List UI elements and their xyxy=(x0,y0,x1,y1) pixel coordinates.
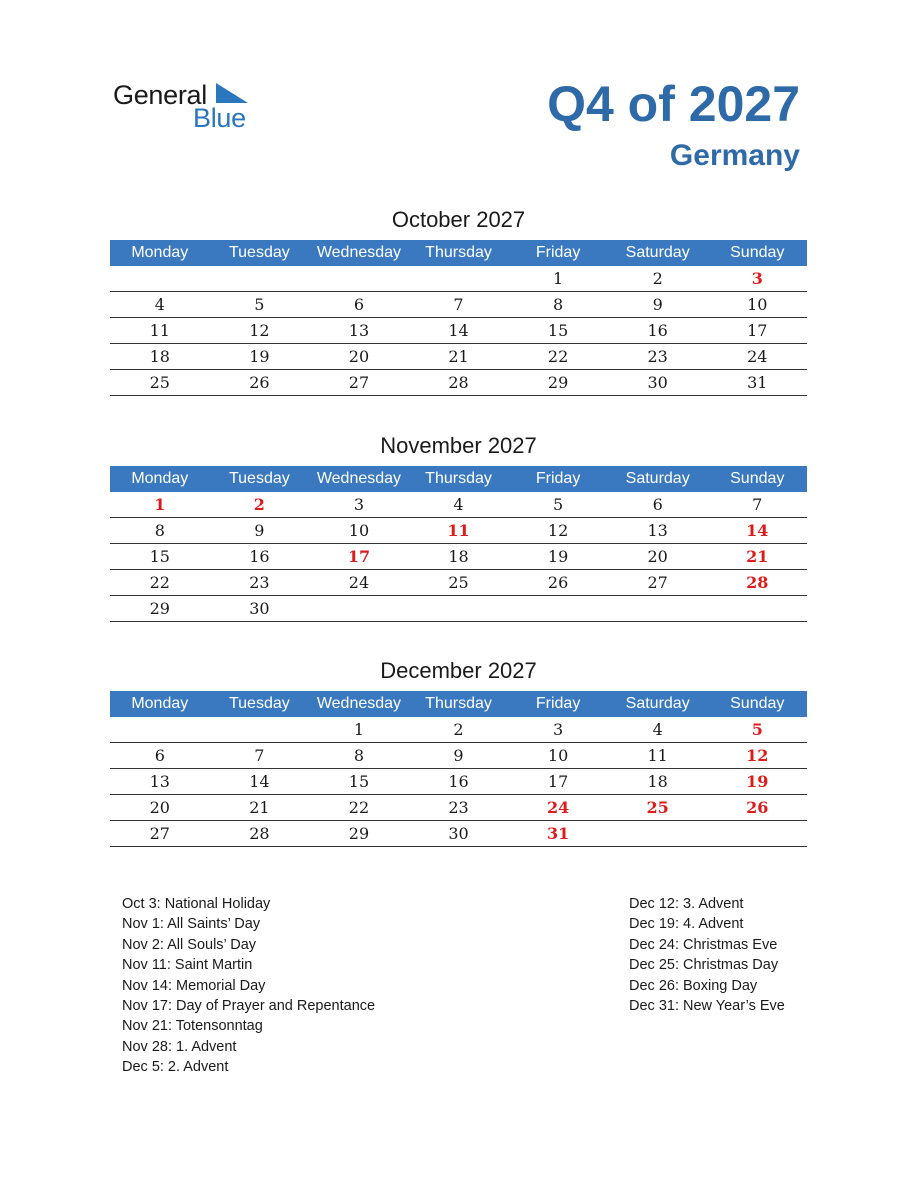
day-cell: 3 xyxy=(751,269,763,288)
day-cell: 13 xyxy=(348,321,370,340)
day-cell: 28 xyxy=(249,824,270,843)
day-cell: 24 xyxy=(348,573,370,592)
day-cell: 5 xyxy=(553,495,564,514)
day-cell: 11 xyxy=(149,321,170,340)
weekday-friday: Friday xyxy=(535,244,581,261)
empty-day-cell xyxy=(210,717,310,742)
day-cell: 10 xyxy=(547,746,569,765)
weekday-monday: Monday xyxy=(131,695,189,712)
day-cell: 13 xyxy=(647,521,668,540)
week-row xyxy=(110,596,807,622)
day-cell: 9 xyxy=(254,521,265,540)
empty-day-cell xyxy=(110,717,210,742)
month-november xyxy=(110,430,807,622)
day-cell: 20 xyxy=(149,798,170,817)
day-cell: 15 xyxy=(547,321,569,340)
weekday-header xyxy=(110,691,807,717)
empty-day-cell xyxy=(409,596,509,621)
title-block xyxy=(547,74,800,176)
holiday-list-right xyxy=(629,894,785,1016)
day-cell: 17 xyxy=(547,772,569,791)
day-cell: 12 xyxy=(746,746,769,765)
day-cell: 19 xyxy=(249,347,270,366)
weekday-header xyxy=(110,240,807,266)
month-grid xyxy=(110,266,807,396)
holiday-note: Nov 1: All Saints’ Day xyxy=(122,916,261,933)
month-title: December 2027 xyxy=(380,658,537,683)
holiday-note: Dec 19: 4. Advent xyxy=(629,916,744,933)
holiday-note: Oct 3: National Holiday xyxy=(122,896,271,912)
day-cell: 25 xyxy=(149,373,170,392)
day-cell: 6 xyxy=(652,495,663,514)
week-row xyxy=(110,743,807,769)
month-october xyxy=(110,204,807,396)
day-cell: 27 xyxy=(647,573,668,592)
weekday-sunday: Sunday xyxy=(730,244,785,261)
week-row xyxy=(110,266,807,292)
month-december xyxy=(110,655,807,847)
day-cell: 1 xyxy=(154,495,166,514)
week-row xyxy=(110,544,807,570)
empty-day-cell xyxy=(707,821,807,846)
empty-day-cell xyxy=(608,821,708,846)
day-cell: 8 xyxy=(553,295,564,314)
day-cell: 21 xyxy=(249,798,270,817)
day-cell: 5 xyxy=(254,295,265,314)
day-cell: 23 xyxy=(448,798,469,817)
day-cell: 13 xyxy=(149,772,170,791)
day-cell: 31 xyxy=(747,373,768,392)
holiday-note: Nov 14: Memorial Day xyxy=(122,977,266,994)
weekday-sunday: Sunday xyxy=(730,695,785,712)
day-cell: 18 xyxy=(448,547,469,566)
day-cell: 11 xyxy=(647,746,668,765)
day-cell: 26 xyxy=(746,798,769,817)
day-cell: 6 xyxy=(353,295,365,314)
day-cell: 24 xyxy=(546,798,570,817)
day-cell: 25 xyxy=(646,798,669,817)
empty-day-cell xyxy=(110,266,210,291)
day-cell: 23 xyxy=(647,347,668,366)
week-row xyxy=(110,769,807,795)
day-cell: 19 xyxy=(746,772,769,791)
day-cell: 29 xyxy=(348,824,370,843)
day-cell: 2 xyxy=(453,720,464,739)
day-cell: 18 xyxy=(149,347,170,366)
logo-text-blue: Blue xyxy=(193,103,246,133)
day-cell: 30 xyxy=(448,824,469,843)
week-row xyxy=(110,821,807,847)
week-row xyxy=(110,795,807,821)
week-row xyxy=(110,370,807,396)
day-cell: 22 xyxy=(348,798,370,817)
weekday-monday: Monday xyxy=(131,470,189,487)
holiday-note: Nov 28: 1. Advent xyxy=(122,1038,237,1055)
weekday-tuesday: Tuesday xyxy=(228,695,290,712)
holiday-note: Dec 5: 2. Advent xyxy=(122,1059,229,1076)
day-cell: 16 xyxy=(448,772,469,791)
holiday-note: Nov 21: Totensonntag xyxy=(122,1018,263,1035)
weekday-wednesday: Wednesday xyxy=(316,470,402,487)
day-cell: 7 xyxy=(752,495,763,514)
week-row xyxy=(110,717,807,743)
day-cell: 9 xyxy=(453,746,464,765)
day-cell: 3 xyxy=(353,495,365,514)
weekday-friday: Friday xyxy=(535,470,581,487)
day-cell: 29 xyxy=(149,599,170,618)
weekday-thursday: Thursday xyxy=(425,244,492,261)
weekday-tuesday: Tuesday xyxy=(228,244,290,261)
weekday-header xyxy=(110,466,807,492)
day-cell: 6 xyxy=(154,746,165,765)
week-row xyxy=(110,318,807,344)
day-cell: 4 xyxy=(154,295,165,314)
empty-day-cell xyxy=(309,596,409,621)
day-cell: 27 xyxy=(348,373,370,392)
day-cell: 11 xyxy=(447,521,470,540)
holiday-note: Nov 11: Saint Martin xyxy=(122,957,253,974)
logo-text-general: General xyxy=(113,80,207,110)
day-cell: 12 xyxy=(547,521,569,540)
day-cell: 29 xyxy=(547,373,569,392)
day-cell: 7 xyxy=(254,746,265,765)
day-cell: 18 xyxy=(647,772,668,791)
holiday-note: Nov 2: All Souls’ Day xyxy=(122,936,257,953)
week-row xyxy=(110,492,807,518)
weekday-saturday: Saturday xyxy=(625,470,690,487)
weekday-friday: Friday xyxy=(535,695,581,712)
logo xyxy=(113,78,263,134)
day-cell: 9 xyxy=(652,295,663,314)
day-cell: 25 xyxy=(448,573,469,592)
country-subtitle: Germany xyxy=(669,139,800,172)
month-grid xyxy=(110,492,807,622)
day-cell: 2 xyxy=(253,495,265,514)
day-cell: 7 xyxy=(453,295,464,314)
day-cell: 27 xyxy=(149,824,170,843)
weekday-monday: Monday xyxy=(131,244,189,261)
day-cell: 15 xyxy=(348,772,370,791)
day-cell: 23 xyxy=(249,573,270,592)
day-cell: 2 xyxy=(652,269,663,288)
month-title: October 2027 xyxy=(391,207,526,232)
empty-day-cell xyxy=(309,266,409,291)
week-row xyxy=(110,570,807,596)
day-cell: 20 xyxy=(348,347,370,366)
holiday-note: Dec 12: 3. Advent xyxy=(629,896,744,912)
day-cell: 10 xyxy=(747,295,768,314)
day-cell: 30 xyxy=(249,599,270,618)
day-cell: 1 xyxy=(353,720,365,739)
day-cell: 8 xyxy=(353,746,365,765)
day-cell: 5 xyxy=(751,720,763,739)
day-cell: 28 xyxy=(746,573,769,592)
day-cell: 24 xyxy=(747,347,768,366)
day-cell: 14 xyxy=(746,521,769,540)
day-cell: 16 xyxy=(647,321,668,340)
holiday-note: Nov 17: Day of Prayer and Repentance xyxy=(122,998,376,1015)
holiday-note: Dec 24: Christmas Eve xyxy=(629,936,778,953)
day-cell: 14 xyxy=(249,772,270,791)
day-cell: 26 xyxy=(249,373,270,392)
day-cell: 12 xyxy=(249,321,270,340)
weekday-saturday: Saturday xyxy=(625,695,690,712)
weekday-thursday: Thursday xyxy=(425,695,492,712)
empty-day-cell xyxy=(210,266,310,291)
day-cell: 17 xyxy=(747,321,768,340)
day-cell: 19 xyxy=(547,547,569,566)
holiday-note: Dec 31: New Year’s Eve xyxy=(629,998,785,1015)
day-cell: 21 xyxy=(448,347,469,366)
day-cell: 17 xyxy=(347,547,371,566)
empty-day-cell xyxy=(608,596,708,621)
weekday-wednesday: Wednesday xyxy=(316,244,402,261)
empty-day-cell xyxy=(508,596,608,621)
weekday-sunday: Sunday xyxy=(730,470,785,487)
week-row xyxy=(110,518,807,544)
holiday-list-left xyxy=(122,894,375,1078)
day-cell: 8 xyxy=(154,521,165,540)
day-cell: 15 xyxy=(149,547,170,566)
day-cell: 10 xyxy=(348,521,370,540)
day-cell: 16 xyxy=(249,547,270,566)
weekday-wednesday: Wednesday xyxy=(316,695,402,712)
day-cell: 28 xyxy=(448,373,469,392)
day-cell: 4 xyxy=(453,495,464,514)
weekday-tuesday: Tuesday xyxy=(228,470,290,487)
day-cell: 1 xyxy=(553,269,564,288)
holiday-note: Dec 26: Boxing Day xyxy=(629,977,758,994)
holiday-note: Dec 25: Christmas Day xyxy=(629,957,779,974)
month-title: November 2027 xyxy=(380,433,537,458)
week-row xyxy=(110,292,807,318)
day-cell: 22 xyxy=(547,347,569,366)
weekday-thursday: Thursday xyxy=(425,470,492,487)
day-cell: 22 xyxy=(149,573,170,592)
page-title: Q4 of 2027 xyxy=(547,76,800,132)
day-cell: 4 xyxy=(652,720,663,739)
day-cell: 30 xyxy=(647,373,668,392)
day-cell: 21 xyxy=(746,547,769,566)
day-cell: 26 xyxy=(547,573,569,592)
day-cell: 3 xyxy=(553,720,564,739)
logo-flag-icon xyxy=(216,83,248,105)
day-cell: 31 xyxy=(546,824,570,843)
month-grid xyxy=(110,717,807,847)
weekday-saturday: Saturday xyxy=(625,244,690,261)
day-cell: 20 xyxy=(647,547,668,566)
empty-day-cell xyxy=(409,266,509,291)
day-cell: 14 xyxy=(448,321,469,340)
empty-day-cell xyxy=(707,596,807,621)
week-row xyxy=(110,344,807,370)
